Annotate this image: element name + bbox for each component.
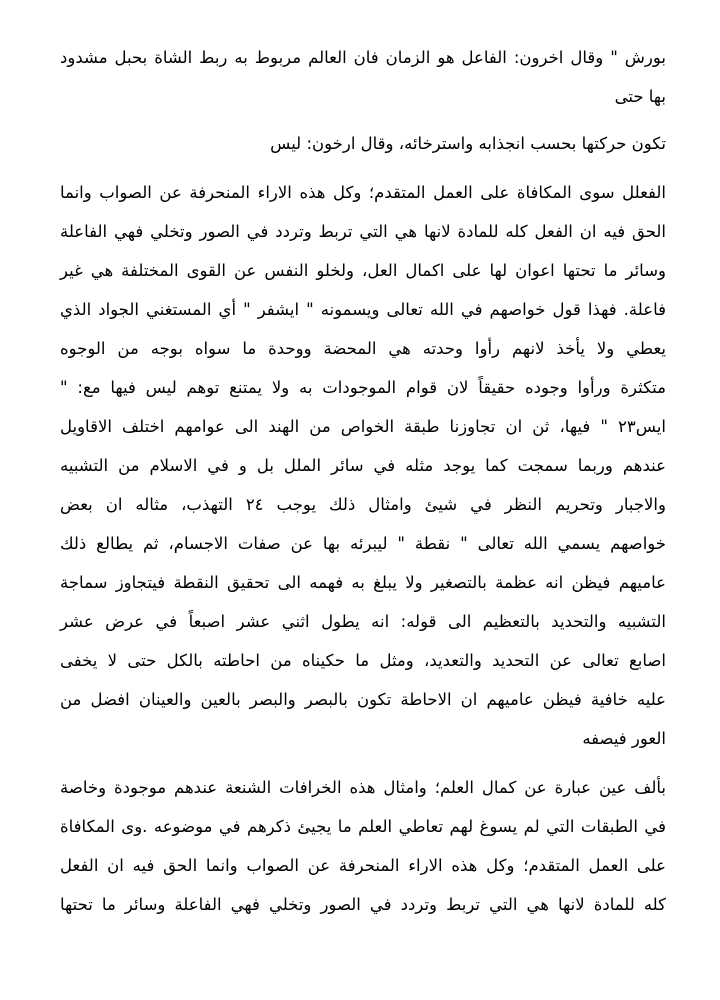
text-line: عاميهم فيظن انه عظمة بالتصغير ولا يبلغ به فهمه الى تحقيق النقطة فيتجاوز سماجة [60,573,666,592]
text-line: الحق فيه ان الفعل كله للمادة لانها هي التي تربط وتردد في الصور وتخلي فهي الفاعلة [60,222,666,241]
paragraph-2 [60,124,666,163]
text-line: التشبيه والتحديد بالتعظيم الى قوله: انه يطول اثني عشر اصبعاً في عرض عشر [60,612,666,631]
text-line: والاجبار وتحريم النظر في شيئ وامثال ذلك يوجب ٢٤ التهذب، مثاله ان بعض [60,495,666,514]
text-line: بها حتى [614,87,666,106]
text-line: متكثرة ورأوا وجوده حقيقاً لان قوام الموجودات به ولا يمتنع توهم ليس فيها مع: " [60,378,666,397]
document-page [60,38,666,942]
text-line: الفعلل سوى المكافاة على العمل المتقدم؛ وكل هذه الاراء المنحرفة عن الصواب وانما [60,183,666,202]
text-line: فاعلة. فهذا قول خواصهم في الله تعالى ويسمونه " ايشفر " أي المستغني الجواد الذي [60,300,666,319]
text-line: عليه خافية فيظن عاميهم ان الاحاطة تكون بالبصر والبصر بالعين والعينان افضل من [60,690,666,709]
text-line: كله للمادة لانها هي التي تربط وتردد في الصور وتخلي فهي الفاعلة وسائر ما تحتها [60,895,666,914]
text-line: خواصهم يسمي الله تعالى " نقطة " ليبرئه بها عن صفات الاجسام، ثم يطالع ذلك [60,534,666,553]
text-line: في الطبقات التي لم يسوغ لهم تعاطي العلم ما يجيئ ذكرهم في موضوعه .وى المكافاة [60,817,666,836]
text-line: عندهم وربما سمجت كما يوجد مثله في سائر الملل بل و في الاسلام من التشبيه [60,456,666,475]
text-line: العور فيصفه [582,729,666,748]
text-line: بورش " وقال اخرون: الفاعل هو الزمان فان العالم مربوط به ربط الشاة بحبل مشدود [60,48,666,67]
paragraph-1 [60,38,666,116]
text-line: اصابع تعالى عن التحديد والتعديد، ومثل ما حكيناه من احاطته بالكل حتى لا يخفى [60,651,666,670]
text-line: يعطي ولا يأخذ لانهم رأوا وحدته هي المحضة ووحدة ما سواه بوجه من الوجوه [60,339,666,358]
text-line: بألف عين عبارة عن كمال العلم؛ وامثال هذه الخرافات الشنعة عندهم موجودة وخاصة [60,778,666,797]
paragraph-3 [60,173,666,758]
paragraph-4 [60,768,666,924]
text-line: تكون حركتها بحسب انجذابه واسترخائه، وقال ارخون: ليس [270,134,666,153]
text-line: ايس٢٣ " فيها، ثن ان تجاوزنا طبقة الخواص من الهند الى عوامهم اختلف الاقاويل [60,417,666,436]
text-line: وسائر ما تحتها اعوان لها على اكمال العل، ولخلو النفس عن القوى المختلفة هي غير [60,261,666,280]
text-line: على العمل المتقدم؛ وكل هذه الاراء المنحرفة عن الصواب وانما الحق فيه ان الفعل [60,856,666,875]
